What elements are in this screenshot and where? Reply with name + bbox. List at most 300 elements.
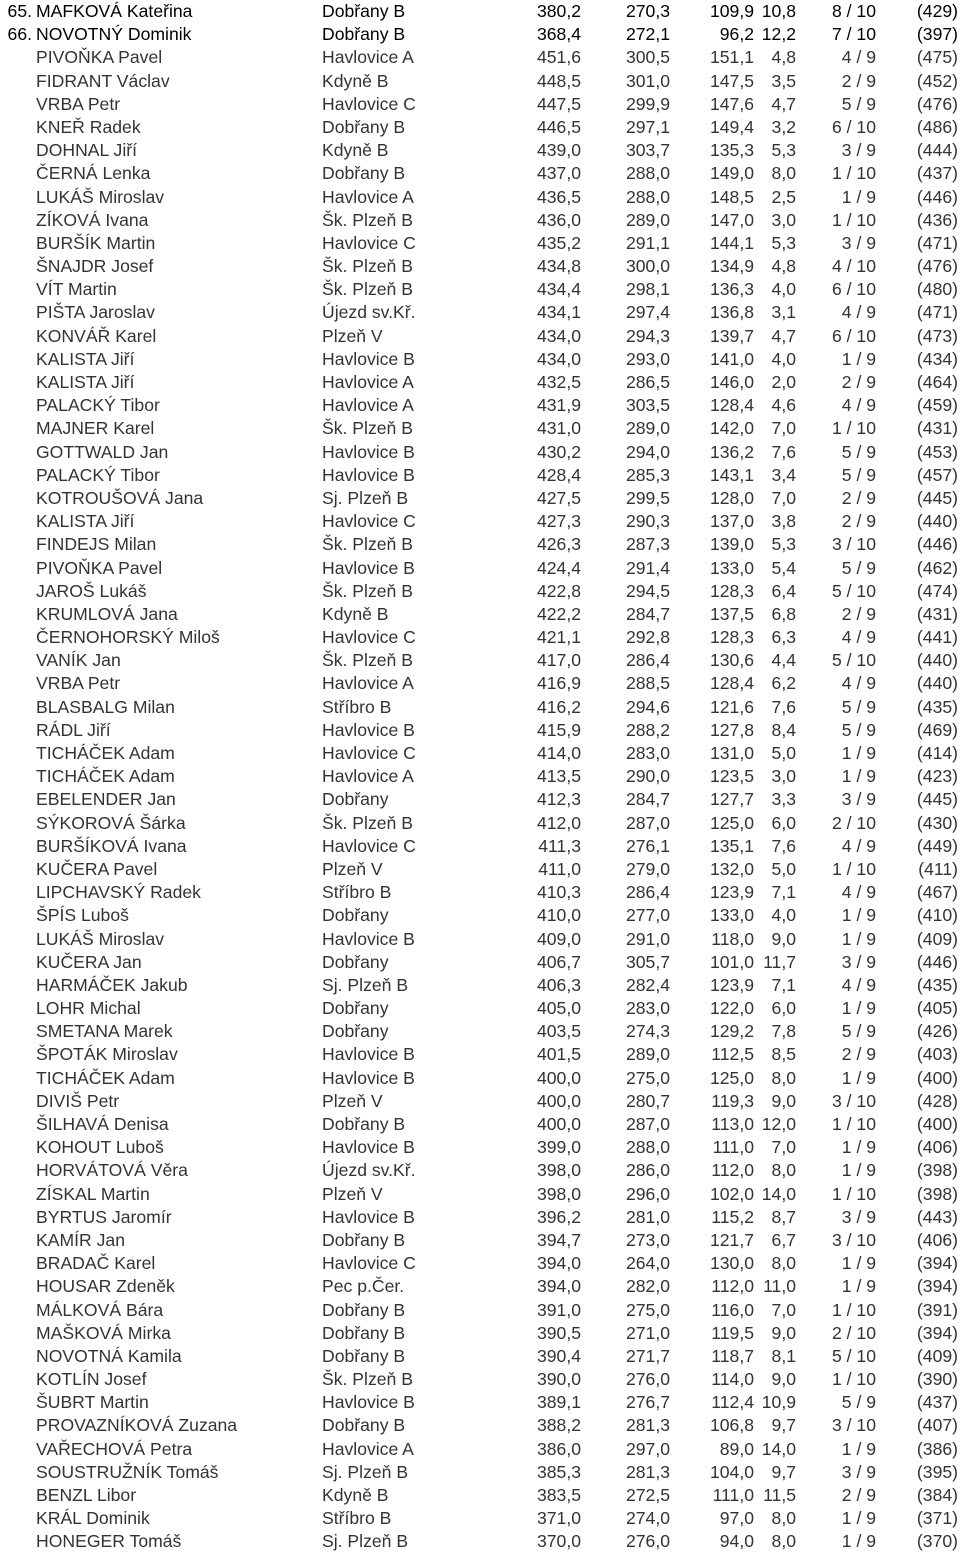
faults-value: 8,4	[771, 719, 796, 740]
clear-score: 104,0	[709, 1461, 754, 1482]
clear-score: 151,1	[709, 47, 754, 68]
games-count: 2 / 9	[841, 1485, 876, 1505]
games-count: 3 / 9	[841, 951, 876, 972]
games-count: 1 / 9	[841, 766, 876, 787]
games-count: 4 / 9	[841, 835, 876, 856]
games-count: 5 / 9	[841, 696, 876, 717]
table-row	[0, 46, 960, 69]
clear-score: 130,0	[709, 1253, 754, 1274]
table-row	[0, 858, 960, 881]
team-name: Šk. Plzeň B	[322, 580, 413, 601]
team-name: Havlovice A	[322, 372, 414, 392]
games-count: 1 / 10	[831, 163, 876, 184]
clear-score: 97,0	[719, 1508, 754, 1529]
total-score: 421,1	[536, 627, 581, 648]
team-name: Havlovice B	[322, 1206, 415, 1227]
games-count: 2 / 9	[841, 603, 876, 624]
total-score: 380,2	[536, 1, 581, 21]
faults-value: 4,6	[771, 395, 796, 416]
total-score: 388,2	[536, 1415, 581, 1436]
clear-score: 133,0	[709, 557, 754, 578]
table-row	[0, 1183, 960, 1206]
table-row	[0, 1507, 960, 1530]
team-name: Sj. Plzeň B	[322, 487, 409, 508]
games-count: 1 / 9	[841, 186, 876, 207]
team-name: Plzeň V	[322, 325, 383, 346]
table-row	[0, 1020, 960, 1043]
best-score: (423)	[916, 766, 958, 787]
best-score: (391)	[916, 1299, 958, 1320]
player-name: MÁLKOVÁ Bára	[36, 1299, 164, 1320]
faults-value: 5,0	[771, 743, 796, 763]
total-score: 386,0	[536, 1438, 581, 1459]
games-count: 1 / 10	[831, 1183, 876, 1204]
team-name: Havlovice B	[322, 1392, 415, 1413]
team-name: Havlovice B	[322, 348, 415, 369]
full-score: 279,0	[625, 858, 670, 879]
full-score: 287,0	[625, 1114, 670, 1134]
table-row	[0, 788, 960, 811]
player-name: VRBA Petr	[36, 673, 121, 694]
table-row	[0, 580, 960, 603]
table-row	[0, 835, 960, 858]
team-name: Havlovice B	[322, 1137, 415, 1158]
full-score: 273,0	[625, 1229, 670, 1250]
team-name: Šk. Plzeň B	[322, 1369, 413, 1390]
table-row	[0, 1391, 960, 1414]
faults-value: 6,0	[771, 812, 796, 833]
player-name: HARMÁČEK Jakub	[36, 974, 188, 995]
faults-value: 9,0	[771, 1322, 796, 1343]
player-name: TICHÁČEK Adam	[36, 1067, 175, 1088]
games-count: 2 / 9	[841, 70, 876, 91]
table-row	[0, 696, 960, 719]
games-count: 3 / 10	[831, 1229, 876, 1250]
clear-score: 144,1	[709, 232, 754, 253]
team-name: Stříbro B	[322, 1508, 392, 1529]
team-name: Dobřany B	[322, 1415, 406, 1436]
games-count: 1 / 10	[831, 1299, 876, 1320]
player-name: ŠNAJDR Josef	[36, 256, 154, 277]
player-name: VANÍK Jan	[36, 650, 121, 671]
total-score: 424,4	[536, 557, 581, 578]
best-score: (370)	[916, 1531, 958, 1552]
games-count: 3 / 10	[831, 1090, 876, 1111]
total-score: 435,2	[536, 232, 581, 253]
total-score: 434,4	[536, 279, 581, 300]
clear-score: 136,3	[709, 279, 754, 300]
player-name: KNEŘ Radek	[36, 116, 141, 137]
player-name: SÝKOROVÁ Šárka	[36, 812, 186, 833]
faults-value: 6,0	[771, 998, 796, 1019]
clear-score: 118,7	[711, 1345, 754, 1366]
best-score: (453)	[916, 441, 958, 462]
faults-value: 2,5	[771, 186, 796, 207]
table-row	[0, 23, 960, 46]
table-row	[0, 232, 960, 255]
faults-value: 7,6	[771, 441, 796, 462]
clear-score: 101,0	[709, 951, 754, 972]
clear-score: 129,2	[709, 1021, 754, 1042]
best-score: (434)	[916, 348, 958, 369]
clear-score: 118,0	[711, 928, 754, 949]
table-row	[0, 464, 960, 487]
games-count: 1 / 10	[831, 858, 876, 879]
team-name: Šk. Plzeň B	[322, 279, 413, 300]
games-count: 3 / 9	[841, 140, 876, 161]
full-score: 288,2	[625, 719, 670, 740]
total-score: 434,0	[536, 348, 581, 369]
table-row	[0, 93, 960, 116]
table-row	[0, 1299, 960, 1322]
faults-value: 6,2	[771, 673, 796, 694]
player-name: JAROŠ Lukáš	[36, 580, 147, 601]
table-row	[0, 1043, 960, 1066]
full-score: 270,3	[625, 1, 670, 21]
faults-value: 11,0	[763, 1276, 796, 1297]
faults-value: 5,3	[771, 534, 796, 555]
player-name: KUČERA Pavel	[36, 858, 158, 879]
total-score: 434,0	[536, 325, 581, 346]
team-name: Havlovice B	[322, 441, 415, 462]
best-score: (397)	[916, 24, 958, 45]
full-score: 276,0	[625, 1369, 670, 1390]
games-count: 5 / 9	[841, 719, 876, 740]
team-name: Havlovice C	[322, 1253, 416, 1274]
table-row	[0, 533, 960, 556]
table-row	[0, 1461, 960, 1484]
player-name: KALISTA Jiří	[36, 511, 135, 532]
player-name: NOVOTNÁ Kamila	[36, 1345, 182, 1366]
player-name: BRADAČ Karel	[36, 1253, 156, 1274]
clear-score: 106,8	[709, 1415, 754, 1436]
faults-value: 3,0	[771, 766, 796, 787]
total-score: 413,5	[536, 766, 581, 787]
team-name: Kdyně B	[322, 70, 389, 91]
games-count: 5 / 9	[841, 464, 876, 485]
full-score: 280,7	[625, 1090, 670, 1111]
faults-value: 5,4	[771, 557, 796, 578]
clear-score: 148,5	[709, 186, 754, 207]
clear-score: 123,9	[709, 882, 754, 903]
full-score: 291,0	[625, 928, 670, 949]
player-name: DIVIŠ Petr	[36, 1090, 120, 1111]
team-name: Havlovice B	[322, 1067, 415, 1088]
full-score: 283,0	[625, 743, 670, 763]
best-score: (428)	[916, 1090, 958, 1111]
best-score: (459)	[916, 395, 958, 416]
clear-score: 119,3	[711, 1090, 754, 1111]
player-name: MAJNER Karel	[36, 418, 155, 439]
table-row	[0, 417, 960, 440]
faults-value: 7,6	[771, 696, 796, 717]
player-name: TICHÁČEK Adam	[36, 766, 175, 787]
player-name: PIVOŇKA Pavel	[36, 557, 163, 578]
faults-value: 12,0	[761, 1114, 796, 1134]
faults-value: 3,2	[771, 116, 796, 137]
games-count: 3 / 9	[841, 1461, 876, 1482]
total-score: 437,0	[536, 163, 581, 184]
faults-value: 2,0	[771, 372, 796, 392]
total-score: 446,5	[536, 116, 581, 137]
best-score: (473)	[916, 325, 958, 346]
best-score: (390)	[916, 1369, 958, 1390]
games-count: 2 / 10	[831, 1322, 876, 1343]
games-count: 4 / 9	[841, 974, 876, 995]
table-row	[0, 1345, 960, 1368]
team-name: Šk. Plzeň B	[322, 418, 413, 439]
total-score: 439,0	[536, 140, 581, 161]
table-row	[0, 278, 960, 301]
total-score: 400,0	[536, 1114, 581, 1134]
best-score: (405)	[916, 998, 958, 1019]
full-score: 272,5	[625, 1485, 670, 1505]
full-score: 264,0	[625, 1253, 670, 1274]
clear-score: 119,5	[711, 1322, 754, 1343]
games-count: 4 / 9	[841, 673, 876, 694]
table-row	[0, 603, 960, 626]
full-score: 286,4	[625, 882, 670, 903]
table-row	[0, 441, 960, 464]
games-count: 5 / 9	[841, 557, 876, 578]
full-score: 281,3	[625, 1415, 670, 1436]
player-name: LUKÁŠ Miroslav	[36, 186, 165, 207]
player-name: KONVÁŘ Karel	[36, 325, 157, 346]
team-name: Plzeň V	[322, 858, 383, 879]
faults-value: 3,3	[771, 789, 796, 810]
games-count: 1 / 10	[831, 418, 876, 439]
full-score: 288,0	[625, 1137, 670, 1158]
faults-value: 6,3	[771, 627, 796, 648]
best-score: (414)	[916, 743, 958, 763]
faults-value: 12,2	[761, 24, 796, 45]
total-score: 383,5	[536, 1485, 581, 1505]
total-score: 406,3	[536, 974, 581, 995]
faults-value: 7,0	[771, 418, 796, 439]
team-name: Dobřany B	[322, 1345, 406, 1366]
player-name: HORVÁTOVÁ Věra	[36, 1160, 188, 1181]
team-name: Šk. Plzeň B	[322, 256, 413, 277]
best-score: (384)	[916, 1485, 958, 1505]
faults-value: 9,0	[771, 1090, 796, 1111]
table-row	[0, 0, 960, 23]
best-score: (403)	[916, 1044, 958, 1065]
clear-score: 123,9	[709, 974, 754, 995]
full-score: 297,1	[625, 116, 670, 137]
clear-score: 122,0	[709, 998, 754, 1019]
games-count: 5 / 9	[841, 1021, 876, 1042]
total-score: 390,0	[536, 1369, 581, 1390]
games-count: 1 / 9	[841, 1137, 876, 1158]
faults-value: 4,8	[771, 47, 796, 68]
table-row	[0, 1113, 960, 1136]
team-name: Sj. Plzeň B	[322, 974, 409, 995]
total-score: 390,4	[536, 1345, 581, 1366]
total-score: 370,0	[536, 1531, 581, 1552]
player-name: KOTLÍN Josef	[36, 1369, 147, 1390]
table-row	[0, 1438, 960, 1461]
total-score: 447,5	[536, 93, 581, 114]
player-name: VRBA Petr	[36, 93, 121, 114]
clear-score: 142,0	[709, 418, 754, 439]
player-name: HOUSAR Zdeněk	[36, 1276, 175, 1297]
faults-value: 8,0	[771, 1067, 796, 1088]
faults-value: 8,7	[771, 1206, 796, 1227]
clear-score: 128,3	[709, 627, 754, 648]
best-score: (436)	[916, 209, 958, 230]
best-score: (457)	[916, 464, 958, 485]
best-score: (469)	[916, 719, 958, 740]
games-count: 2 / 9	[841, 1044, 876, 1065]
games-count: 3 / 9	[841, 232, 876, 253]
clear-score: 134,9	[709, 256, 754, 277]
best-score: (474)	[916, 580, 958, 601]
rank-cell: 65.	[7, 1, 32, 21]
best-score: (440)	[916, 673, 958, 694]
faults-value: 7,1	[771, 974, 796, 995]
team-name: Újezd sv.Kř.	[322, 302, 416, 323]
full-score: 284,7	[625, 603, 670, 624]
games-count: 5 / 10	[831, 1345, 876, 1366]
player-name: VÍT Martin	[36, 279, 117, 300]
faults-value: 9,7	[771, 1415, 796, 1436]
full-score: 297,0	[625, 1438, 670, 1459]
table-row	[0, 510, 960, 533]
best-score: (407)	[916, 1415, 958, 1436]
clear-score: 146,0	[709, 372, 754, 392]
table-row	[0, 394, 960, 417]
total-score: 400,0	[536, 1067, 581, 1088]
faults-value: 7,1	[771, 882, 796, 903]
faults-value: 8,0	[771, 1508, 796, 1529]
total-score: 401,5	[536, 1044, 581, 1065]
games-count: 5 / 9	[841, 1392, 876, 1413]
faults-value: 3,0	[771, 209, 796, 230]
full-score: 276,0	[625, 1531, 670, 1552]
best-score: (471)	[916, 232, 958, 253]
full-score: 292,8	[625, 627, 670, 648]
best-score: (440)	[916, 650, 958, 671]
team-name: Havlovice A	[322, 47, 414, 68]
best-score: (440)	[916, 511, 958, 532]
player-name: KAMÍR Jan	[36, 1229, 125, 1250]
clear-score: 127,8	[709, 719, 754, 740]
best-score: (437)	[916, 1392, 958, 1413]
table-row	[0, 487, 960, 510]
team-name: Havlovice A	[322, 766, 414, 787]
best-score: (431)	[916, 603, 958, 624]
clear-score: 94,0	[719, 1531, 754, 1552]
player-name: RÁDL Jiří	[36, 719, 111, 740]
total-score: 431,0	[536, 418, 581, 439]
table-row	[0, 186, 960, 209]
clear-score: 96,2	[719, 24, 754, 45]
games-count: 1 / 9	[841, 905, 876, 926]
clear-score: 111,0	[712, 1137, 754, 1158]
full-score: 275,0	[625, 1299, 670, 1320]
clear-score: 112,0	[711, 1160, 754, 1181]
clear-score: 131,0	[709, 743, 754, 763]
full-score: 281,0	[625, 1206, 670, 1227]
table-row	[0, 765, 960, 788]
clear-score: 123,5	[709, 766, 754, 787]
total-score: 412,3	[536, 789, 581, 810]
full-score: 289,0	[625, 1044, 670, 1065]
player-name: PALACKÝ Tibor	[36, 464, 160, 485]
player-name: LOHR Michal	[36, 998, 141, 1019]
clear-score: 112,5	[711, 1044, 754, 1065]
player-name: MAŠKOVÁ Mirka	[36, 1322, 171, 1343]
best-score: (441)	[916, 627, 958, 648]
full-score: 286,4	[625, 650, 670, 671]
clear-score: 121,7	[709, 1229, 754, 1250]
team-name: Havlovice B	[322, 928, 415, 949]
full-score: 299,5	[625, 487, 670, 508]
team-name: Havlovice C	[322, 835, 416, 856]
games-count: 3 / 10	[831, 1415, 876, 1436]
team-name: Havlovice B	[322, 464, 415, 485]
table-row	[0, 1414, 960, 1437]
full-score: 286,0	[625, 1160, 670, 1181]
clear-score: 136,8	[709, 302, 754, 323]
best-score: (395)	[916, 1461, 958, 1482]
games-count: 7 / 10	[831, 24, 876, 45]
team-name: Šk. Plzeň B	[322, 209, 413, 230]
full-score: 275,0	[625, 1067, 670, 1088]
clear-score: 137,5	[709, 603, 754, 624]
player-name: ŠPÍS Luboš	[36, 905, 129, 926]
games-count: 2 / 9	[841, 511, 876, 532]
player-name: LIPCHAVSKÝ Radek	[36, 882, 201, 903]
faults-value: 4,7	[771, 325, 796, 346]
team-name: Sj. Plzeň B	[322, 1461, 409, 1482]
table-row	[0, 348, 960, 371]
clear-score: 147,0	[709, 209, 754, 230]
games-count: 5 / 9	[841, 93, 876, 114]
team-name: Havlovice C	[322, 232, 416, 253]
faults-value: 5,3	[771, 140, 796, 161]
full-score: 287,0	[625, 812, 670, 833]
full-score: 274,3	[625, 1021, 670, 1042]
games-count: 1 / 10	[831, 1114, 876, 1134]
best-score: (446)	[916, 186, 958, 207]
best-score: (444)	[916, 140, 958, 161]
best-score: (431)	[916, 418, 958, 439]
total-score: 426,3	[536, 534, 581, 555]
player-name: SMETANA Marek	[36, 1021, 173, 1042]
best-score: (437)	[916, 163, 958, 184]
games-count: 1 / 9	[841, 998, 876, 1019]
best-score: (471)	[916, 302, 958, 323]
player-name: BURŠÍK Martin	[36, 232, 156, 253]
total-score: 428,4	[536, 464, 581, 485]
clear-score: 125,0	[709, 1067, 754, 1088]
best-score: (406)	[916, 1229, 958, 1250]
clear-score: 121,6	[709, 696, 754, 717]
faults-value: 9,7	[771, 1461, 796, 1482]
team-name: Stříbro B	[322, 882, 392, 903]
player-name: KRÁL Dominik	[36, 1508, 150, 1529]
total-score: 427,5	[536, 487, 581, 508]
player-name: EBELENDER Jan	[36, 789, 176, 810]
table-row	[0, 1252, 960, 1275]
team-name: Šk. Plzeň B	[322, 534, 413, 555]
clear-score: 133,0	[709, 905, 754, 926]
best-score: (371)	[916, 1508, 958, 1529]
table-row	[0, 209, 960, 232]
best-score: (426)	[916, 1021, 958, 1042]
best-score: (435)	[916, 696, 958, 717]
